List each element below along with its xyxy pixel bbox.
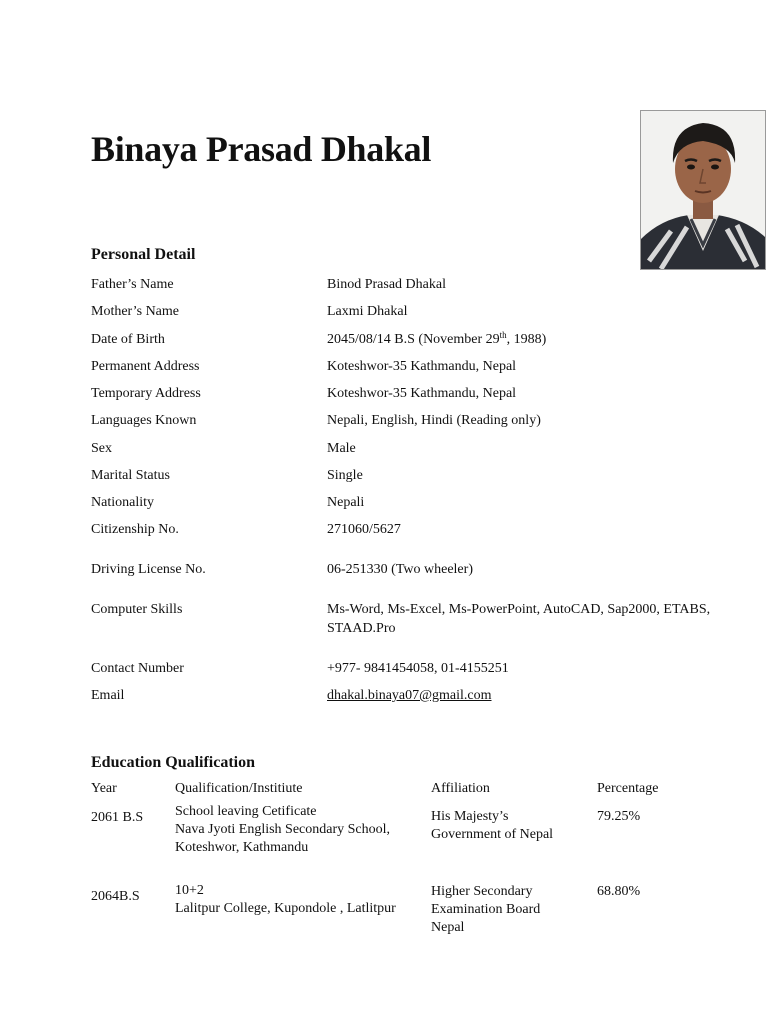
permanent-address-value: Koteshwor-35 Kathmandu, Nepal (327, 359, 517, 374)
nationality-value: Nepali (327, 495, 365, 510)
edu-row-1-affiliation (431, 808, 553, 844)
edu-row-2-affiliation-line: Examination Board (431, 902, 541, 917)
nationality-label: Nationality (91, 495, 154, 510)
edu-header-percentage: Percentage (597, 781, 659, 796)
computer-skills-value (327, 600, 747, 638)
edu-header-affiliation: Affiliation (431, 781, 490, 796)
profile-photo (640, 110, 766, 270)
marital-status-value: Single (327, 468, 363, 483)
dob-value-end: , 1988) (506, 332, 547, 347)
dob-value-sup: th (499, 330, 507, 340)
marital-status-label: Marital Status (91, 468, 170, 483)
dob-value-main: 2045/08/14 B.S (November 29 (327, 332, 500, 347)
temporary-address-label: Temporary Address (91, 386, 201, 401)
mothers-name-label: Mother’s Name (91, 304, 179, 319)
citizenship-label: Citizenship No. (91, 522, 179, 537)
mothers-name-value: Laxmi Dhakal (327, 304, 408, 319)
email-label: Email (91, 688, 125, 703)
edu-row-2-affiliation-line: Nepal (431, 920, 465, 935)
temporary-address-value: Koteshwor-35 Kathmandu, Nepal (327, 386, 517, 401)
edu-row-1-qualification (175, 803, 390, 857)
computer-skills-line-2: STAAD.Pro (327, 621, 396, 636)
edu-row-1-affiliation-line: Government of Nepal (431, 827, 554, 842)
edu-row-2-percentage: 68.80% (597, 884, 641, 899)
edu-row-2-affiliation (431, 883, 540, 937)
candidate-name: Binaya Prasad Dhakal (91, 129, 432, 169)
edu-row-1-percentage: 79.25% (597, 809, 641, 824)
edu-row-2-qualification-line: Lalitpur College, Kupondole , Latlitpur (175, 901, 396, 916)
contact-label: Contact Number (91, 661, 184, 676)
sex-value: Male (327, 441, 356, 456)
computer-skills-label: Computer Skills (91, 602, 183, 617)
permanent-address-label: Permanent Address (91, 359, 200, 374)
edu-row-2-qualification (175, 882, 396, 918)
personal-detail-heading: Personal Detail (91, 246, 196, 263)
edu-header-qualification: Qualification/Institiute (175, 781, 303, 796)
email-link[interactable]: dhakal.binaya07@gmail.com (327, 688, 492, 703)
dob-value (327, 330, 747, 349)
fathers-name-value: Binod Prasad Dhakal (327, 277, 446, 292)
education-heading: Education Qualification (91, 754, 256, 771)
sex-label: Sex (91, 441, 112, 456)
person-photo-icon (641, 111, 765, 269)
driving-license-value: 06-251330 (Two wheeler) (327, 562, 473, 577)
edu-row-2-qualification-line: 10+2 (175, 883, 204, 898)
fathers-name-label: Father’s Name (91, 277, 174, 292)
languages-label: Languages Known (91, 413, 197, 428)
computer-skills-line-1: Ms-Word, Ms-Excel, Ms-PowerPoint, AutoCAD, Sap2000, ETABS, (327, 602, 711, 617)
edu-row-1-year: 2061 B.S (91, 810, 144, 825)
contact-value: +977- 9841454058, 01-4155251 (327, 661, 509, 676)
edu-row-1-affiliation-line: His Majesty’s (431, 809, 509, 824)
edu-row-1-qualification-line: School leaving Cetificate (175, 804, 317, 819)
driving-license-label: Driving License No. (91, 562, 206, 577)
edu-row-1-qualification-line: Koteshwor, Kathmandu (175, 840, 309, 855)
languages-value: Nepali, English, Hindi (Reading only) (327, 413, 541, 428)
edu-row-2-year: 2064B.S (91, 889, 140, 904)
edu-header-year: Year (91, 781, 117, 796)
citizenship-value: 271060/5627 (327, 522, 401, 537)
dob-label: Date of Birth (91, 332, 165, 347)
edu-row-1-qualification-line: Nava Jyoti English Secondary School, (175, 822, 391, 837)
edu-row-2-affiliation-line: Higher Secondary (431, 884, 533, 899)
